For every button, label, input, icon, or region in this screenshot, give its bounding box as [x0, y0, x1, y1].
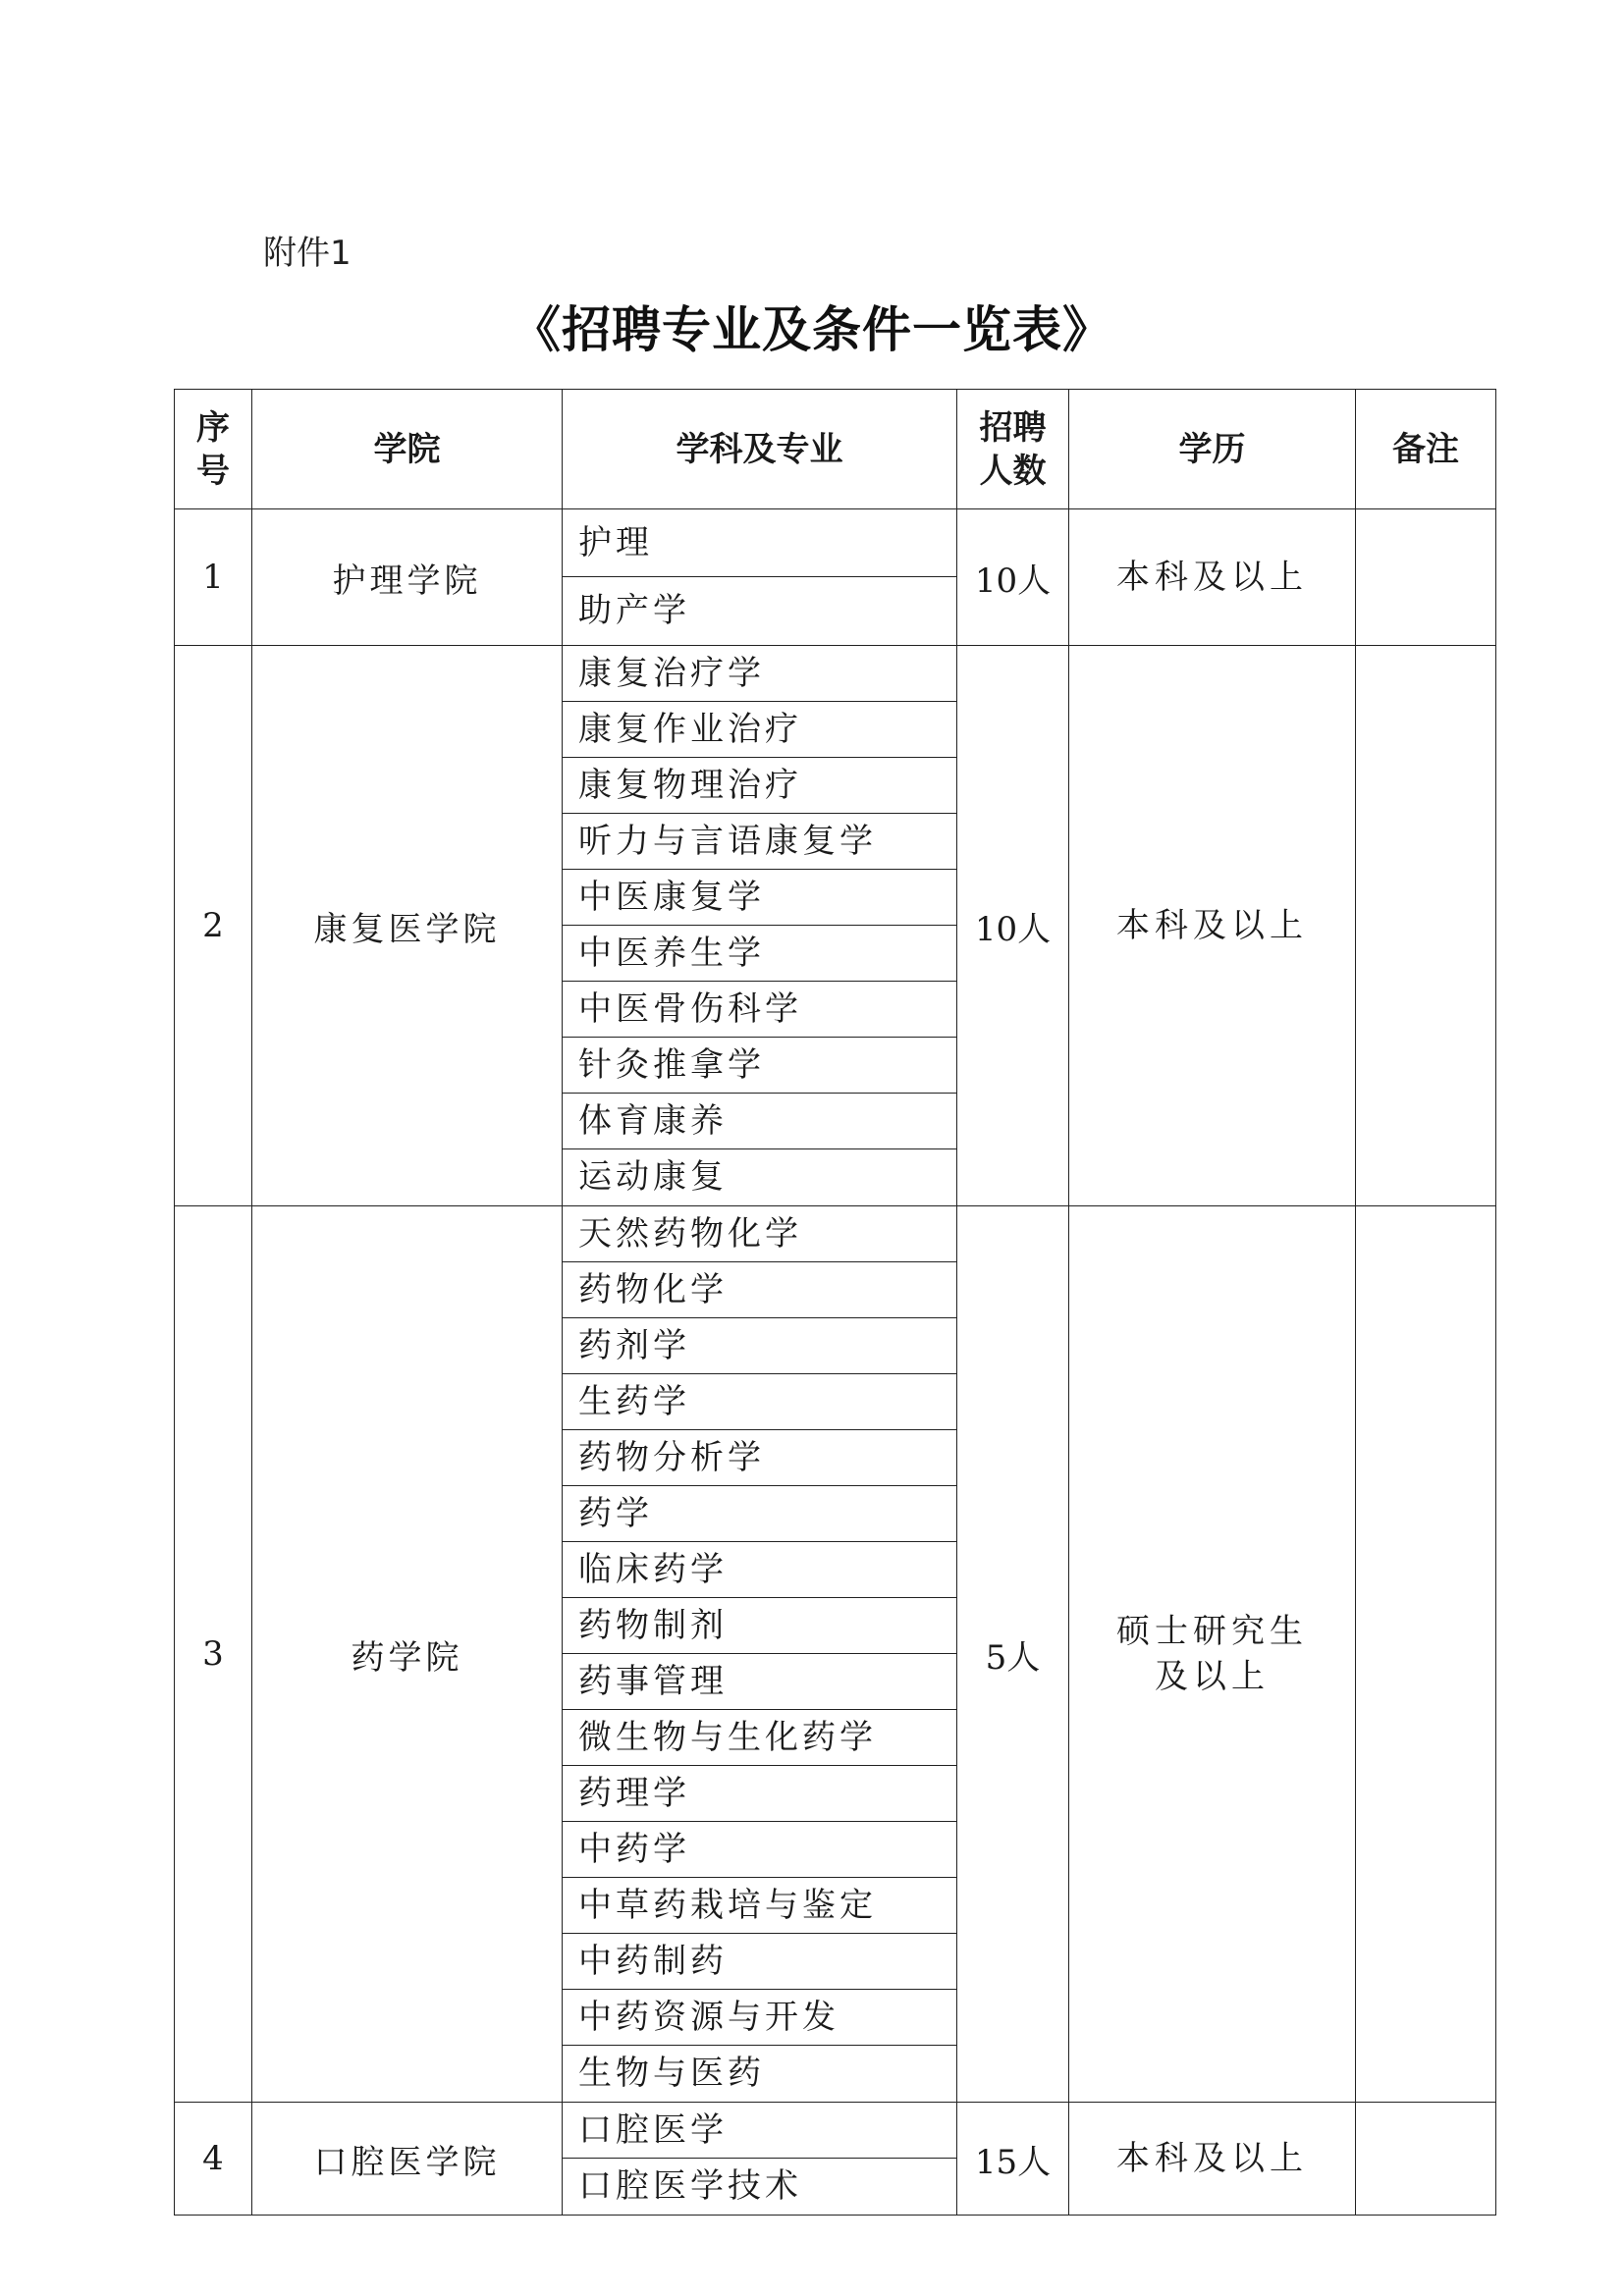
- row-remarks: [1356, 646, 1496, 1206]
- header-row: [175, 390, 1496, 509]
- row-college: 药学院: [252, 1206, 563, 2103]
- major-item: 微生物与生化药学: [563, 1710, 956, 1766]
- major-item: 听力与言语康复学: [563, 814, 956, 870]
- major-item: 中草药栽培与鉴定: [563, 1878, 956, 1934]
- major-item: 护理: [563, 509, 956, 577]
- major-item: 助产学: [578, 591, 690, 630]
- row-education: [1069, 509, 1356, 646]
- major-item: 中医养生学: [563, 926, 956, 982]
- row-education: [1069, 2103, 1356, 2216]
- major-item: 中医骨伤科学: [563, 982, 956, 1038]
- major-item: 药物分析学: [563, 1430, 956, 1486]
- major-item: 药事管理: [563, 1654, 956, 1710]
- row-count: 15人: [957, 2103, 1069, 2216]
- row-seq: 1: [175, 509, 252, 646]
- row-college: 康复医学院: [252, 646, 563, 1206]
- page-title: 《招聘专业及条件一览表》: [512, 301, 1112, 358]
- major-item: 药剂学: [563, 1318, 956, 1374]
- row-majors: [563, 1206, 957, 2103]
- header-count-line1: 招聘: [979, 407, 1047, 448]
- major-item: 康复作业治疗: [563, 702, 956, 758]
- row-college: 护理学院: [252, 509, 563, 646]
- row-remarks: [1356, 509, 1496, 646]
- attachment-label: 附件1: [263, 234, 352, 273]
- major-item: 生物与医药: [578, 2054, 765, 2093]
- education-line: 本科及以上: [1116, 558, 1308, 597]
- header-education: 学历: [1069, 390, 1356, 509]
- major-item: 口腔医学技术: [578, 2166, 802, 2206]
- header-seq-line1: 序: [196, 407, 230, 448]
- major-item: 康复治疗学: [563, 646, 956, 702]
- major-item: 针灸推拿学: [563, 1038, 956, 1094]
- major-item: 口腔医学: [563, 2103, 956, 2159]
- major-item: 生药学: [563, 1374, 956, 1430]
- header-college: 学院: [252, 390, 563, 509]
- header-seq-line2: 号: [196, 451, 230, 491]
- major-item: 中药资源与开发: [563, 1990, 956, 2046]
- education-line: 本科及以上: [1116, 906, 1308, 945]
- table-row: [175, 509, 1496, 646]
- table-row: [175, 646, 1496, 1206]
- row-education: [1069, 1206, 1356, 2103]
- major-item: 体育康养: [563, 1094, 956, 1149]
- major-item: 临床药学: [563, 1542, 956, 1598]
- major-item: 康复物理治疗: [563, 758, 956, 814]
- row-seq: 3: [175, 1206, 252, 2103]
- header-seq: [175, 390, 252, 509]
- major-item: 中药制药: [563, 1934, 956, 1990]
- major-item: 药物制剂: [563, 1598, 956, 1654]
- row-education: [1069, 646, 1356, 1206]
- row-majors: [563, 646, 957, 1206]
- education-line: 硕士研究生: [1116, 1612, 1308, 1651]
- major-item: 药学: [563, 1486, 956, 1542]
- row-seq: 4: [175, 2103, 252, 2216]
- major-item: 药物化学: [563, 1262, 956, 1318]
- recruitment-table: [174, 389, 1496, 2216]
- row-remarks: [1356, 2103, 1496, 2216]
- header-majors: 学科及专业: [563, 390, 957, 509]
- row-college: 口腔医学院: [252, 2103, 563, 2216]
- major-item: 天然药物化学: [563, 1206, 956, 1262]
- education-line: 本科及以上: [1116, 2139, 1308, 2178]
- row-count: 10人: [957, 509, 1069, 646]
- row-count: 5人: [957, 1206, 1069, 2103]
- row-majors: [563, 2103, 957, 2216]
- major-item: 药理学: [563, 1766, 956, 1822]
- header-remarks: 备注: [1356, 390, 1496, 509]
- major-item: 运动康复: [578, 1157, 728, 1197]
- major-item: 中医康复学: [563, 870, 956, 926]
- row-count: 10人: [957, 646, 1069, 1206]
- header-count-line2: 人数: [979, 451, 1047, 491]
- table-row: [175, 1206, 1496, 2103]
- row-majors: [563, 509, 957, 646]
- header-count: [957, 390, 1069, 509]
- row-remarks: [1356, 1206, 1496, 2103]
- row-seq: 2: [175, 646, 252, 1206]
- major-item: 中药学: [563, 1822, 956, 1878]
- table-row: [175, 2103, 1496, 2216]
- education-line: 及以上: [1155, 1657, 1270, 1696]
